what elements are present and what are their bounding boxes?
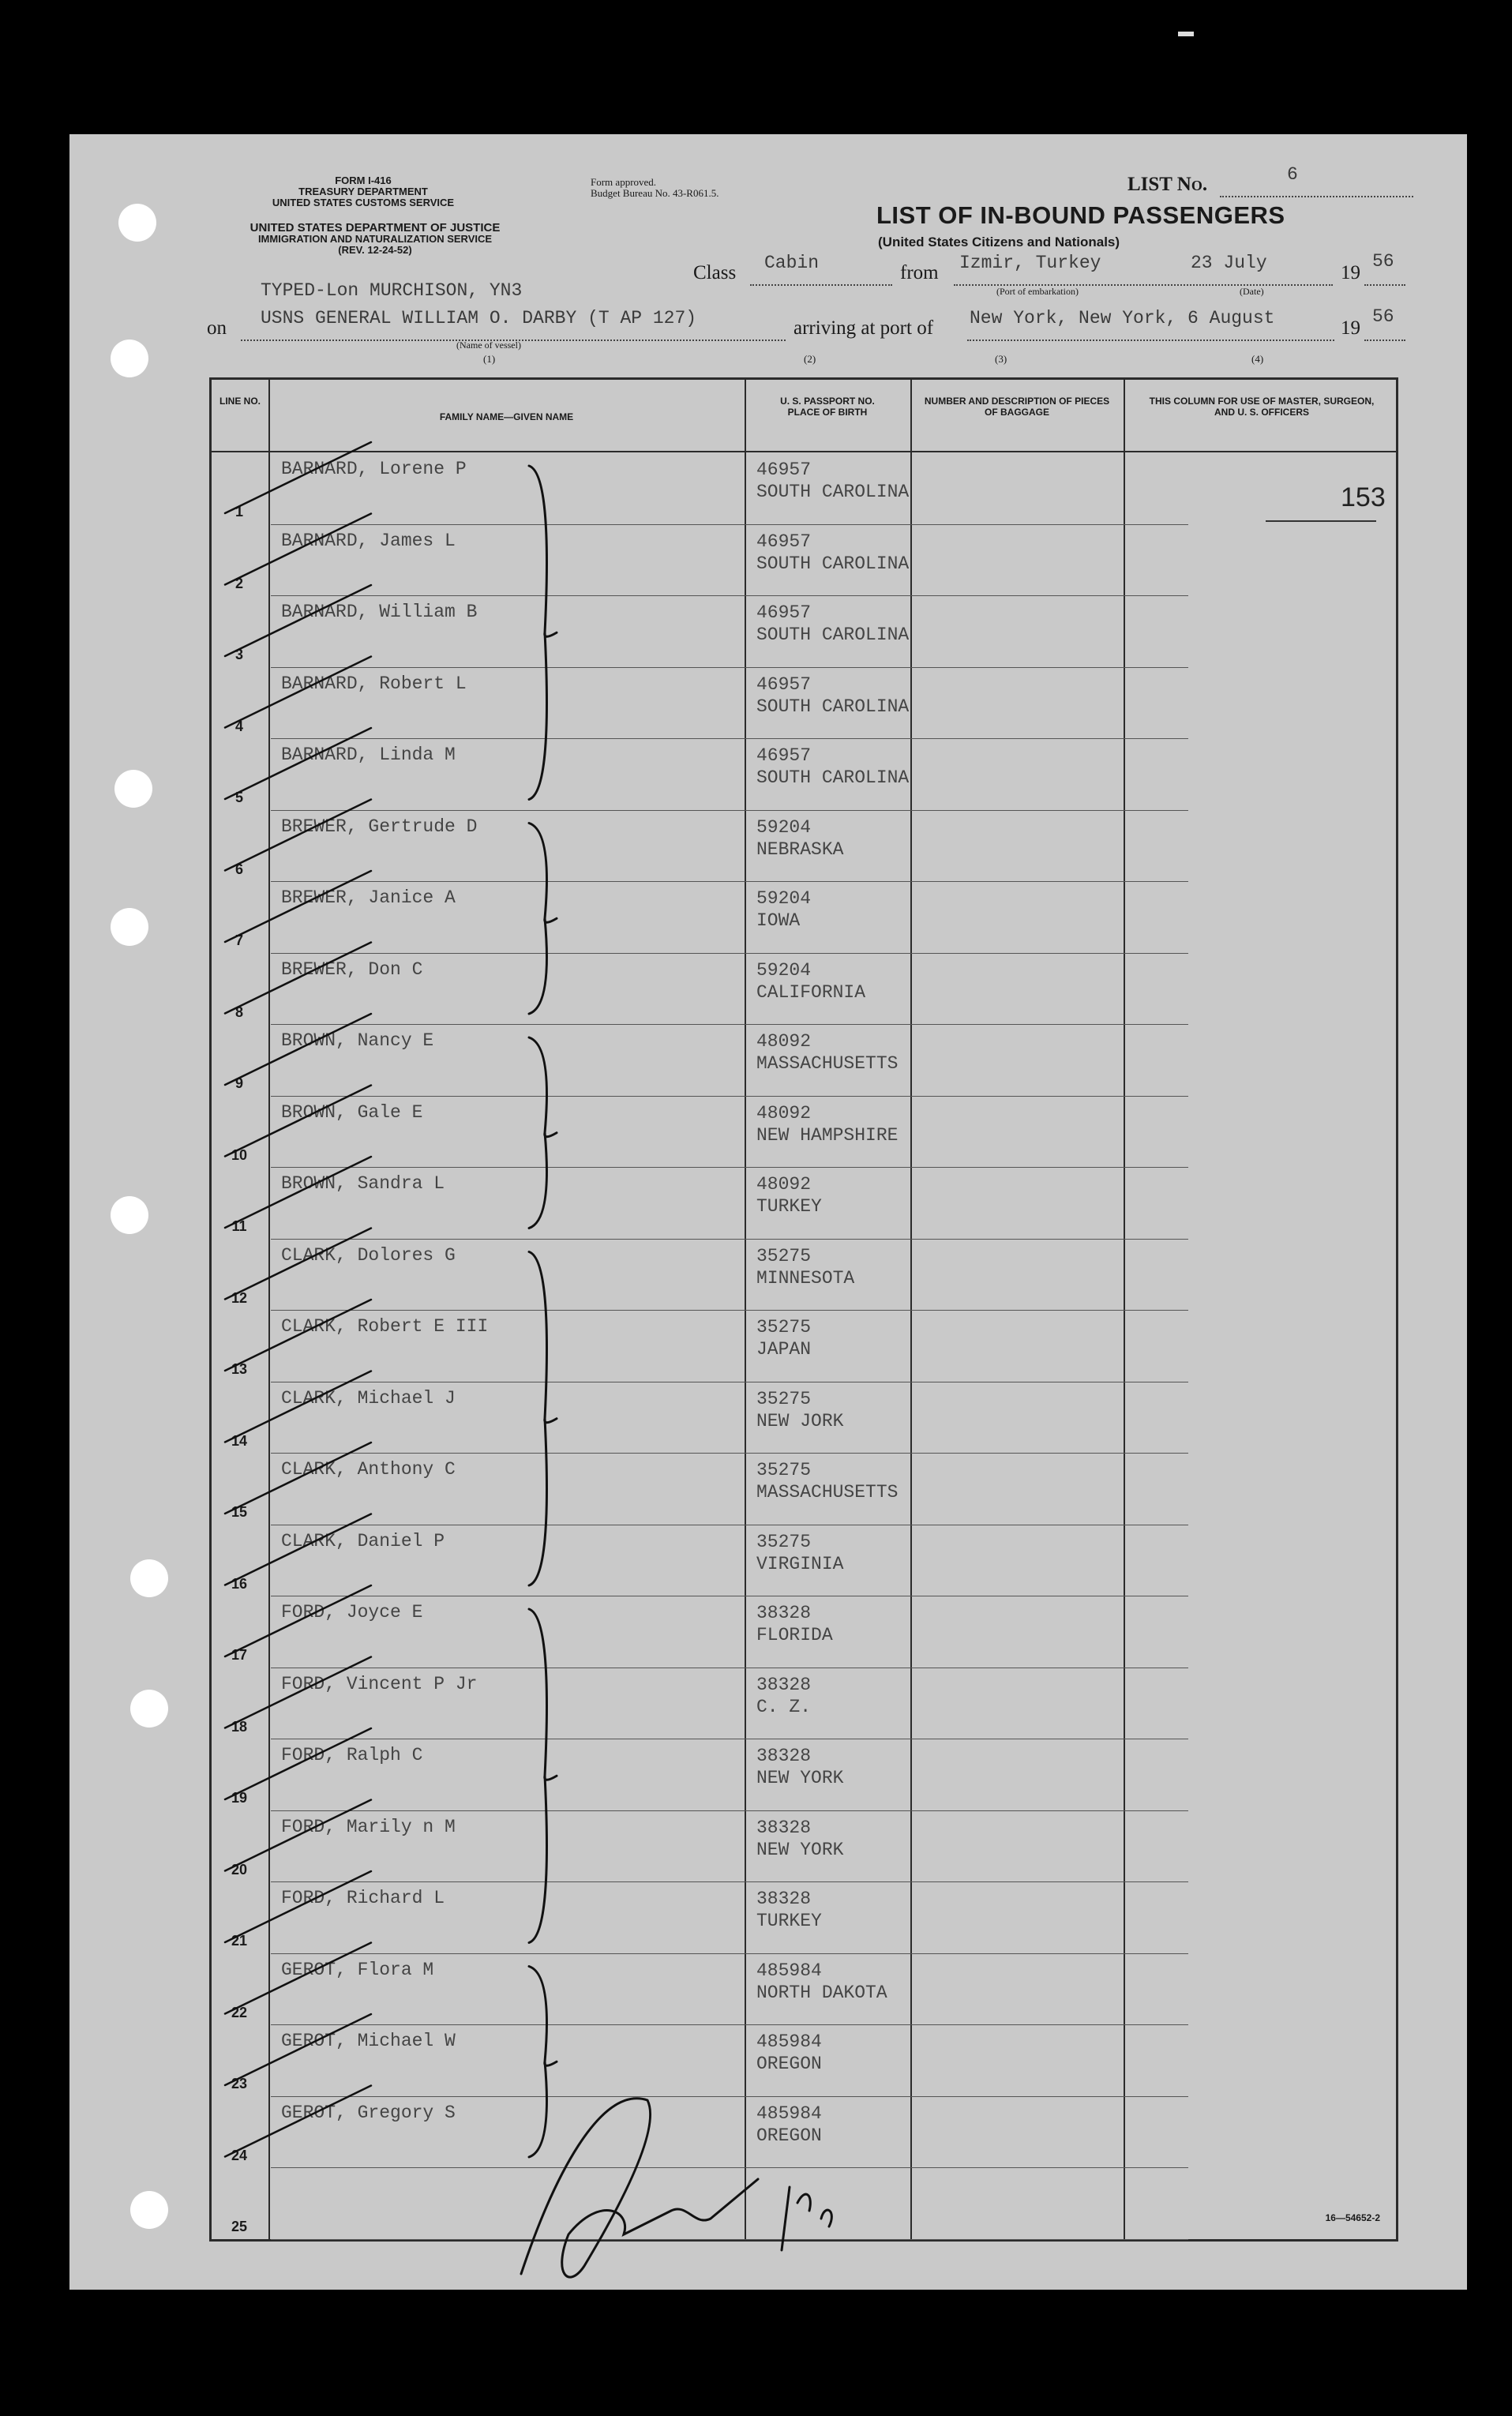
family-brace [529, 1252, 557, 1586]
arrival-year-value: 56 [1372, 306, 1394, 327]
place-of-birth: VIRGINIA [756, 1553, 844, 1574]
from-label: from [900, 262, 939, 283]
passport-number: 59204 [756, 816, 812, 838]
passenger-name: FORD, Vincent P Jr [281, 1673, 478, 1694]
passenger-name: GEROT, Gregory S [281, 2102, 456, 2123]
passport-number: 46957 [756, 531, 812, 552]
typed-by: TYPED-Lon MURCHISON, YN3 [261, 280, 523, 301]
place-of-birth: NEW HAMPSHIRE [756, 1124, 899, 1146]
form-line: UNITED STATES CUSTOMS SERVICE [272, 197, 455, 208]
line-number: 22 [231, 2004, 248, 2020]
passport-number: 35275 [756, 1245, 812, 1266]
arrival-value: New York, New York, 6 August [970, 308, 1275, 328]
passport-number: 38328 [756, 1674, 812, 1695]
check-mark [225, 728, 371, 799]
passenger-name: FORD, Marily n M [281, 1816, 456, 1837]
place-of-birth: OREGON [756, 2125, 822, 2146]
passenger-name: BARNARD, James L [281, 530, 456, 551]
check-mark [225, 1657, 371, 1728]
check-mark [225, 800, 371, 871]
place-of-birth: CALIFORNIA [756, 981, 866, 1003]
date-caption: (Date) [1240, 286, 1264, 297]
line-number: 21 [231, 1933, 248, 1949]
line-number: 18 [231, 1718, 248, 1735]
place-of-birth: MASSACHUSETTS [756, 1053, 899, 1074]
line-number: 1 [234, 504, 243, 520]
passport-number: 35275 [756, 1388, 812, 1409]
col-header-line-no: LINE NO. [219, 396, 261, 407]
line-number: 11 [231, 1218, 247, 1234]
place-of-birth: C. Z. [756, 1696, 812, 1717]
vessel-value: USNS GENERAL WILLIAM O. DARBY (T AP 127) [261, 308, 697, 328]
check-mark [225, 2014, 371, 2085]
vessel-caption: (Name of vessel) [456, 340, 521, 351]
check-mark [225, 442, 371, 513]
passport-number: 38328 [756, 1603, 812, 1623]
place-of-birth: TURKEY [756, 1911, 822, 1931]
passport-number: 35275 [756, 1460, 812, 1480]
from-caption: (Port of embarkation) [996, 286, 1079, 297]
line-number: 20 [231, 1861, 248, 1878]
line-number: 7 [234, 932, 243, 948]
family-brace [529, 823, 557, 1015]
line-number: 6 [234, 861, 243, 877]
col-number-3: (3) [995, 353, 1007, 365]
place-of-birth: SOUTH CAROLINA [756, 696, 910, 717]
line-number: 25 [231, 2219, 248, 2234]
passenger-name: BARNARD, Lorene P [281, 459, 467, 479]
passport-number: 59204 [756, 888, 812, 909]
list-no-value: 6 [1287, 164, 1298, 185]
check-mark [225, 1442, 371, 1514]
passenger-name: BARNARD, Robert L [281, 673, 467, 694]
check-mark [225, 1014, 371, 1085]
line-number: 12 [231, 1289, 248, 1306]
doj-line: (REV. 12-24-52) [338, 244, 412, 256]
line-number: 14 [231, 1432, 248, 1449]
passport-number: 485984 [756, 2031, 822, 2052]
col-header-name: FAMILY NAME—GIVEN NAME [439, 411, 574, 422]
form-line: TREASURY DEPARTMENT [298, 186, 428, 197]
col-number-4: (4) [1251, 353, 1264, 365]
doj-line: IMMIGRATION AND NATURALIZATION SERVICE [257, 233, 493, 245]
on-label: on [207, 317, 227, 339]
passport-number: 46957 [756, 673, 812, 695]
family-brace [529, 1037, 557, 1229]
passenger-name: BREWER, Don C [281, 959, 423, 980]
check-mark [225, 514, 371, 585]
line-number: 10 [231, 1146, 248, 1163]
class-label: Class [693, 262, 737, 283]
passenger-name: BREWER, Janice A [281, 887, 456, 908]
place-of-birth: FLORIDA [756, 1625, 833, 1645]
passport-number: 48092 [756, 1102, 812, 1124]
passport-number: 38328 [756, 1817, 812, 1838]
form-line: FORM I-416 [335, 174, 392, 186]
passenger-name: BARNARD, Linda M [281, 745, 456, 765]
date-value: 23 July [1191, 253, 1267, 273]
place-of-birth: NORTH DAKOTA [756, 1982, 887, 2003]
passport-number: 35275 [756, 1317, 812, 1337]
line-number: 24 [231, 2147, 248, 2163]
check-mark [225, 1871, 371, 1942]
family-brace [529, 1609, 557, 1943]
year-value: 56 [1372, 251, 1394, 272]
check-mark [225, 1943, 371, 2014]
check-mark [225, 1585, 371, 1656]
passport-number: 48092 [756, 1174, 812, 1195]
year-prefix: 19 [1341, 262, 1360, 283]
place-of-birth: MASSACHUSETTS [756, 1482, 899, 1502]
list-no-label: LIST No. [1127, 174, 1208, 195]
passport-number: 485984 [756, 2103, 822, 2124]
passenger-name: CLARK, Anthony C [281, 1459, 456, 1480]
line-number: 8 [234, 1004, 243, 1020]
page-subtitle: (United States Citizens and Nationals) [878, 234, 1120, 249]
line-number: 23 [231, 2076, 248, 2091]
class-value: Cabin [764, 253, 820, 273]
arrival-year-prefix: 19 [1341, 317, 1360, 339]
passenger-name: FORD, Joyce E [281, 1602, 423, 1623]
line-number: 9 [234, 1075, 243, 1091]
approval-line: Budget Bureau No. 43-R061.5. [591, 187, 719, 199]
passenger-name: BREWER, Gertrude D [281, 816, 478, 837]
check-mark [225, 2086, 371, 2157]
line-number: 3 [234, 647, 243, 662]
place-of-birth: SOUTH CAROLINA [756, 482, 910, 502]
place-of-birth: MINNESOTA [756, 1267, 855, 1289]
check-mark [225, 943, 371, 1014]
passenger-name: BROWN, Nancy E [281, 1030, 434, 1051]
place-of-birth: NEBRASKA [756, 838, 844, 860]
passenger-name: FORD, Ralph C [281, 1745, 423, 1765]
place-of-birth: IOWA [756, 910, 801, 931]
check-mark [225, 1728, 371, 1799]
signature [521, 2099, 758, 2277]
form-print-number: 16—54652-2 [1325, 2212, 1380, 2223]
line-number: 4 [234, 718, 243, 734]
check-mark [225, 1800, 371, 1871]
place-of-birth: SOUTH CAROLINA [756, 767, 910, 788]
place-of-birth: OREGON [756, 2054, 822, 2074]
line-number: 16 [231, 1575, 248, 1592]
family-brace [529, 1967, 557, 2158]
place-of-birth: TURKEY [756, 1196, 822, 1217]
line-number: 5 [234, 790, 243, 805]
passport-number: 38328 [756, 1889, 812, 1909]
check-mark [225, 871, 371, 942]
place-of-birth: NEW JORK [756, 1410, 844, 1431]
passenger-name: BARNARD, William B [281, 602, 478, 622]
check-mark [225, 585, 371, 656]
passenger-name: GEROT, Flora M [281, 1959, 434, 1980]
passport-number: 46957 [756, 745, 812, 766]
check-mark [225, 1086, 371, 1157]
col-header-baggage: NUMBER AND DESCRIPTION OF PIECES OF BAGGAGE [924, 396, 1110, 418]
passenger-name: BROWN, Gale E [281, 1101, 423, 1123]
passport-number: 35275 [756, 1531, 812, 1552]
place-of-birth: NEW YORK [756, 1768, 844, 1788]
place-of-birth: JAPAN [756, 1339, 812, 1360]
check-mark [225, 1514, 371, 1585]
passenger-name: CLARK, Michael J [281, 1387, 456, 1409]
line-number: 19 [231, 1790, 248, 1806]
col-number-1: (1) [483, 353, 496, 365]
check-mark [225, 1157, 371, 1228]
passenger-name: BROWN, Sandra L [281, 1173, 445, 1194]
passport-number: 59204 [756, 959, 812, 981]
passenger-name: GEROT, Michael W [281, 2031, 456, 2051]
check-mark [225, 1229, 371, 1300]
col-number-2: (2) [804, 353, 816, 365]
place-of-birth: SOUTH CAROLINA [756, 625, 910, 645]
passport-number: 48092 [756, 1031, 812, 1052]
place-of-birth: SOUTH CAROLINA [756, 553, 910, 574]
passenger-name: FORD, Richard L [281, 1888, 445, 1908]
col-header-officers: THIS COLUMN FOR USE OF MASTER, SURGEON, AND U. S. OFFICERS [1149, 396, 1375, 418]
line-number: 17 [231, 1647, 248, 1663]
line-number: 13 [231, 1361, 248, 1377]
col-header-passport: U. S. PASSPORT NO. PLACE OF BIRTH [780, 396, 875, 418]
doj-line: UNITED STATES DEPARTMENT OF JUSTICE [249, 221, 501, 234]
passport-number: 46957 [756, 602, 812, 623]
line-number: 15 [231, 1504, 248, 1520]
place-of-birth: NEW YORK [756, 1839, 844, 1860]
check-mark [225, 657, 371, 728]
check-mark [225, 1371, 371, 1442]
check-mark [225, 1300, 371, 1371]
from-value: Izmir, Turkey [959, 253, 1101, 273]
passenger-name: CLARK, Robert E III [281, 1316, 489, 1337]
approval-line: Form approved. [591, 176, 657, 188]
signature-initials [782, 2187, 831, 2250]
passenger-name: CLARK, Dolores G [281, 1244, 456, 1266]
page-title: LIST OF IN-BOUND PASSENGERS [876, 201, 1285, 229]
arriving-label: arriving at port of [794, 317, 934, 339]
passport-number: 46957 [756, 460, 812, 480]
family-brace [529, 466, 557, 800]
line-number: 2 [234, 575, 243, 591]
passport-number: 38328 [756, 1746, 812, 1766]
officer-note: 153 [1341, 482, 1386, 512]
passport-number: 485984 [756, 1960, 822, 1981]
passenger-name: CLARK, Daniel P [281, 1530, 445, 1551]
